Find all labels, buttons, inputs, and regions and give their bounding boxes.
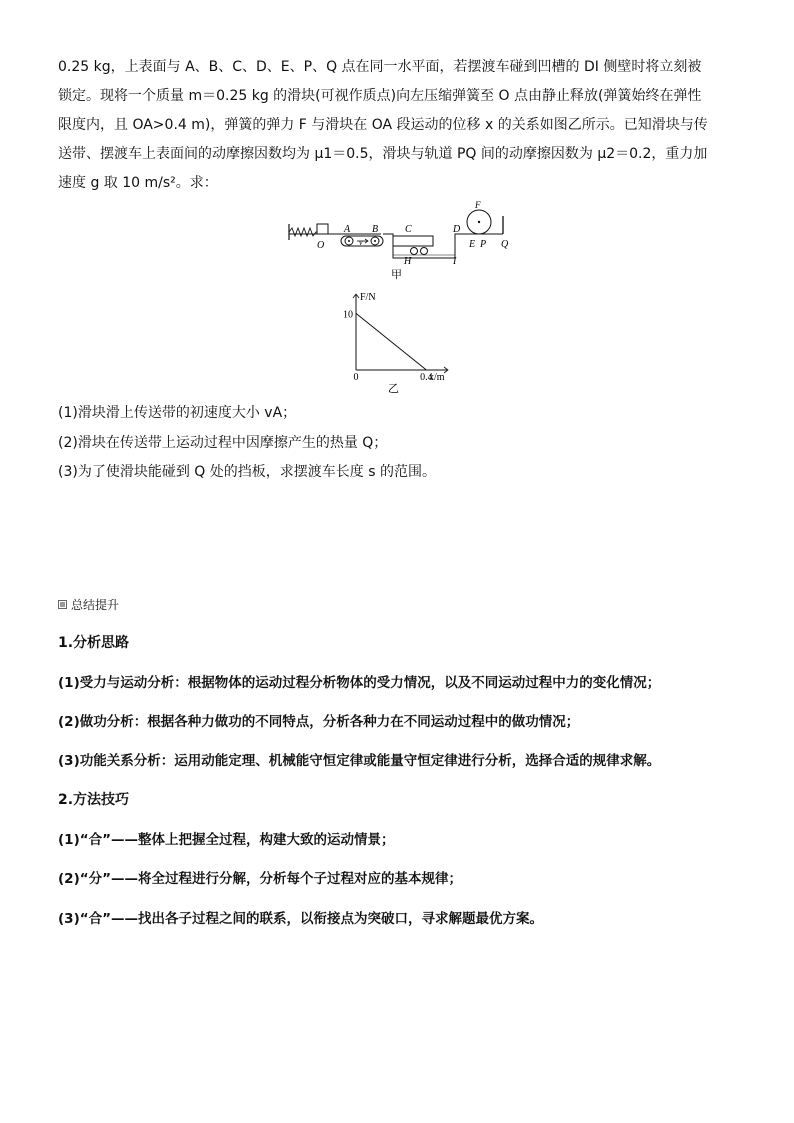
y-tick-label: 10 bbox=[343, 309, 353, 321]
section-1-item-1: (1)受力与运动分析：根据物体的运动过程分析物体的受力情况，以及不同运动过程中力的变化情况； bbox=[58, 675, 661, 691]
square-icon bbox=[58, 600, 67, 609]
label-q: Q bbox=[501, 239, 509, 250]
section-2-title: 2.方法技巧 bbox=[58, 792, 130, 808]
y-axis-label: F/N bbox=[360, 292, 376, 303]
summary-heading bbox=[58, 596, 119, 613]
label-h: H bbox=[404, 256, 412, 267]
label-o: O bbox=[317, 240, 325, 251]
label-i: I bbox=[453, 256, 457, 267]
problem-text-line-5: 速度 g 取 10 m/s²。求： bbox=[58, 175, 218, 191]
label-a: A bbox=[344, 224, 351, 235]
figure-yi-chart bbox=[336, 288, 456, 396]
x-tick-label-origin: 0 bbox=[353, 372, 359, 383]
figure-jia-caption: 甲 bbox=[391, 269, 402, 281]
label-d: D bbox=[453, 224, 461, 235]
question-3: (3)为了使滑块能碰到 Q 处的挡板，求摆渡车长度 s 的范围。 bbox=[58, 464, 436, 480]
label-e: E bbox=[469, 239, 476, 250]
label-c: C bbox=[405, 224, 412, 235]
section-1-item-3: (3)功能关系分析：运用动能定理、机械能守恒定律或能量守恒定律进行分析，选择合适的规律求解。 bbox=[58, 753, 661, 769]
question-1: (1)滑块滑上传送带的初速度大小 vA； bbox=[58, 405, 297, 421]
problem-text-line-4: 送带、摆渡车上表面间的动摩擦因数均为 μ1＝0.5，滑块与轨道 PQ 间的动摩擦因数为 μ2＝0.2，重力加 bbox=[58, 146, 708, 162]
label-v: v bbox=[359, 238, 363, 247]
x-axis-label: x/m bbox=[429, 372, 445, 383]
question-2: (2)滑块在传送带上运动过程中因摩擦产生的热量 Q； bbox=[58, 435, 388, 451]
figure-jia bbox=[285, 196, 525, 282]
summary-heading-text: 总结提升 bbox=[71, 598, 120, 612]
problem-text-line-1: 0.25 kg，上表面与 A、B、C、D、E、P、Q 点在同一水平面，若摆渡车碰到凹槽的 DI 侧壁时将立刻被 bbox=[58, 59, 702, 75]
problem-text-line-3: 限度内，且 OA>0.4 m)，弹簧的弹力 F 与滑块在 OA 段运动的位移 x 的关系如图乙所示。已知滑块与传 bbox=[58, 117, 708, 133]
section-2-item-2: (2)“分”——将全过程进行分解，分析每个子过程对应的基本规律； bbox=[58, 871, 462, 887]
ferry-cart bbox=[393, 236, 433, 246]
section-2-item-1: (1)“合”——整体上把握全过程，构建大致的运动情景； bbox=[58, 832, 395, 848]
label-p: P bbox=[480, 239, 487, 250]
label-f: F bbox=[475, 200, 481, 210]
label-b: B bbox=[372, 224, 379, 235]
series-line bbox=[356, 313, 426, 370]
section-2-item-3: (3)“合”——找出各子过程之间的联系，以衔接点为突破口，寻求解题最优方案。 bbox=[58, 911, 543, 927]
figure-yi-caption: 乙 bbox=[388, 383, 399, 395]
x-tick-label: 0.4 bbox=[420, 372, 433, 383]
section-1-title: 1.分析思路 bbox=[58, 635, 130, 651]
spring bbox=[289, 228, 318, 236]
problem-text-line-2: 锁定。现将一个质量 m＝0.25 kg 的滑块(可视作质点)向左压缩弹簧至 O 点由静止释放(弹簧始终在弹性 bbox=[58, 88, 702, 104]
slider-block bbox=[317, 224, 328, 234]
section-1-item-2: (2)做功分析：根据各种力做功的不同特点，分析各种力在不同运动过程中的做功情况； bbox=[58, 714, 580, 730]
